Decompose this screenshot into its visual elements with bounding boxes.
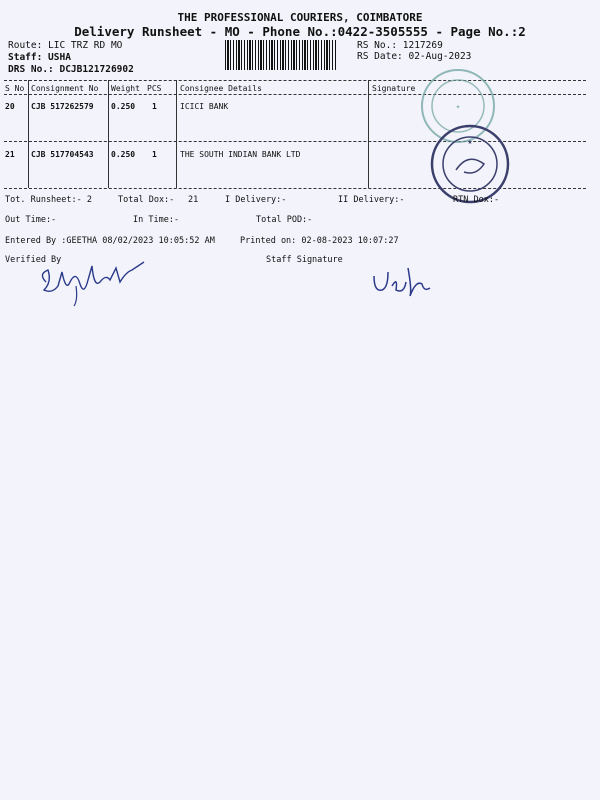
table-row-weight: 0.250: [111, 150, 136, 159]
table-row-weight: 0.250: [111, 102, 136, 111]
table-row-consignment: CJB 517704543: [31, 150, 94, 159]
rs-date: RS Date: 02-Aug-2023: [357, 51, 472, 62]
entered-by: Entered By :GEETHA 08/02/2023 10:05:52 AM: [5, 236, 215, 246]
out-time: Out Time:-: [5, 215, 57, 225]
drs-number: DRS No.: DCJB121726902: [8, 64, 134, 75]
col-divider: [176, 80, 177, 188]
col-divider: [108, 80, 109, 188]
printed-on: Printed on: 02-08-2023 10:07:27: [240, 236, 399, 246]
svg-text:✦: ✦: [455, 104, 461, 111]
company-title: THE PROFESSIONAL COURIERS, COIMBATORE: [177, 11, 423, 24]
bank-stamp-icon: [428, 122, 512, 206]
col-divider: [368, 80, 369, 188]
barcode: [225, 40, 337, 70]
col-header-consignment: Consignment No: [31, 84, 99, 93]
total-pod: Total POD:-: [256, 215, 313, 225]
table-row-pcs: 1: [152, 150, 157, 159]
route-label: Route: LIC TRZ RD MO: [8, 40, 123, 51]
total-dox-value: 21: [188, 195, 199, 205]
table-row-consignment: CJB 517262579: [31, 102, 94, 111]
col-divider: [28, 80, 29, 188]
table-row-consignee: THE SOUTH INDIAN BANK LTD: [180, 150, 301, 159]
col-header-signature: Signature: [372, 84, 416, 93]
tot-runsheet: Tot. Runsheet:- 2: [5, 195, 92, 205]
col-header-pcs: PCS: [147, 84, 162, 93]
table-row-pcs: 1: [152, 102, 157, 111]
table-top-rule: [4, 80, 586, 81]
i-delivery: I Delivery:-: [225, 195, 287, 205]
table-row-sno: 21: [5, 150, 15, 159]
col-header-consignee: Consignee Details: [180, 84, 262, 93]
runsheet-title: Delivery Runsheet - MO - Phone No.:0422-3505555 - Page No.:2: [74, 24, 526, 39]
table-header-rule: [4, 94, 586, 95]
staff-label: Staff: USHA: [8, 52, 71, 63]
rtn-dox: RTN Dox:-: [453, 195, 500, 205]
col-header-sno: S No: [5, 84, 25, 93]
staff-signature-icon: [366, 262, 446, 306]
col-header-weight: Weight: [111, 84, 140, 93]
rs-number: RS No.: 1217269: [357, 40, 443, 51]
verified-by-label: Verified By: [5, 255, 62, 265]
svg-text:★: ★: [467, 139, 473, 146]
staff-signature-label: Staff Signature: [266, 255, 343, 265]
table-row-sno: 20: [5, 102, 15, 111]
in-time: In Time:-: [133, 215, 180, 225]
verifier-signature-icon: [36, 252, 156, 310]
ii-delivery: II Delivery:-: [338, 195, 405, 205]
table-row-consignee: ICICI BANK: [180, 102, 229, 111]
total-dox-label: Total Dox:-: [118, 195, 175, 205]
